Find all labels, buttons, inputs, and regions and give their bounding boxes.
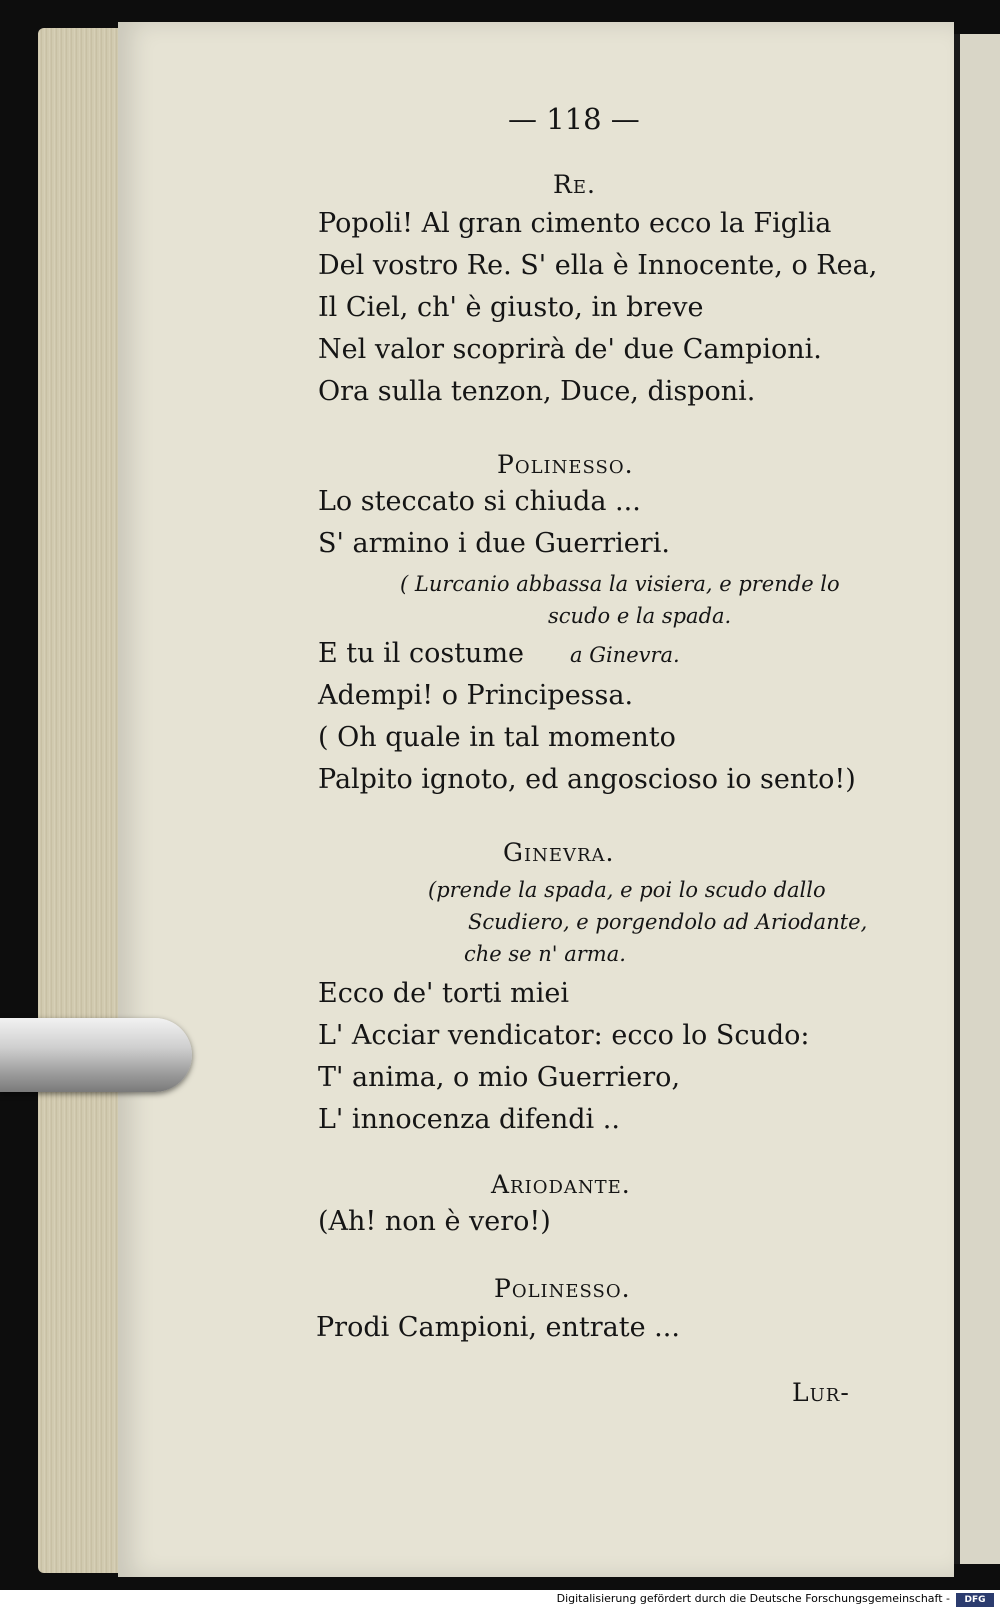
stage-direction: ( Lurcanio abbassa la visiera, e prende lo: [400, 572, 840, 596]
verse-line: T' anima, o mio Guerriero,: [318, 1062, 681, 1093]
stage-direction: che se n' arma.: [464, 942, 626, 966]
speaker-ginevra: Ginevra.: [503, 838, 615, 867]
dfg-logo: DFG: [956, 1593, 994, 1607]
verse-line: S' armino i due Guerrieri.: [318, 528, 670, 559]
stage-direction: (prende la spada, e poi lo scudo dallo: [428, 878, 826, 902]
verse-line: Palpito ignoto, ed angoscioso io sento!): [318, 764, 856, 795]
verse-line: Lo steccato si chiuda ...: [318, 486, 641, 517]
speaker-polinesso: Polinesso.: [497, 450, 634, 479]
page-edge: [38, 28, 128, 1573]
verse-line: Ora sulla tenzon, Duce, disponi.: [318, 376, 756, 407]
verse-line: Ecco de' torti miei: [318, 978, 569, 1009]
verse-line: Nel valor scoprirà de' due Campioni.: [318, 334, 822, 365]
facing-page-edge: [954, 34, 1000, 1564]
speaker-ariodante: Ariodante.: [491, 1170, 631, 1199]
speaker-polinesso: Polinesso.: [494, 1274, 631, 1303]
stage-direction: Scudiero, e porgendolo ad Ariodante,: [468, 910, 868, 934]
verse-line: Il Ciel, ch' è giusto, in breve: [318, 292, 704, 323]
stage-direction: scudo e la spada.: [548, 604, 732, 628]
verse-line: E tu il costume: [318, 638, 525, 669]
verse-line: L' innocenza difendi ..: [318, 1104, 620, 1135]
book-clamp: [0, 1018, 192, 1092]
stage-direction: a Ginevra.: [570, 643, 680, 667]
footer-bar: [0, 1590, 1000, 1610]
page-number: — 118 —: [508, 102, 640, 136]
catchword: Lur-: [792, 1378, 850, 1407]
verse-line: ( Oh quale in tal momento: [318, 722, 676, 753]
speaker-re: Re.: [553, 170, 596, 199]
verse-line: Del vostro Re. S' ella è Innocente, o Rea,: [318, 250, 878, 281]
footer-credit: Digitalisierung gefördert durch die Deutsche Forschungsgemeinschaft -: [556, 1592, 950, 1605]
verse-line: (Ah! non è vero!): [318, 1206, 551, 1237]
verse-line: L' Acciar vendicator: ecco lo Scudo:: [318, 1020, 810, 1051]
verse-line: Popoli! Al gran cimento ecco la Figlia: [318, 208, 832, 239]
verse-line: Prodi Campioni, entrate ...: [316, 1312, 680, 1343]
verse-line: Adempi! o Principessa.: [318, 680, 634, 711]
